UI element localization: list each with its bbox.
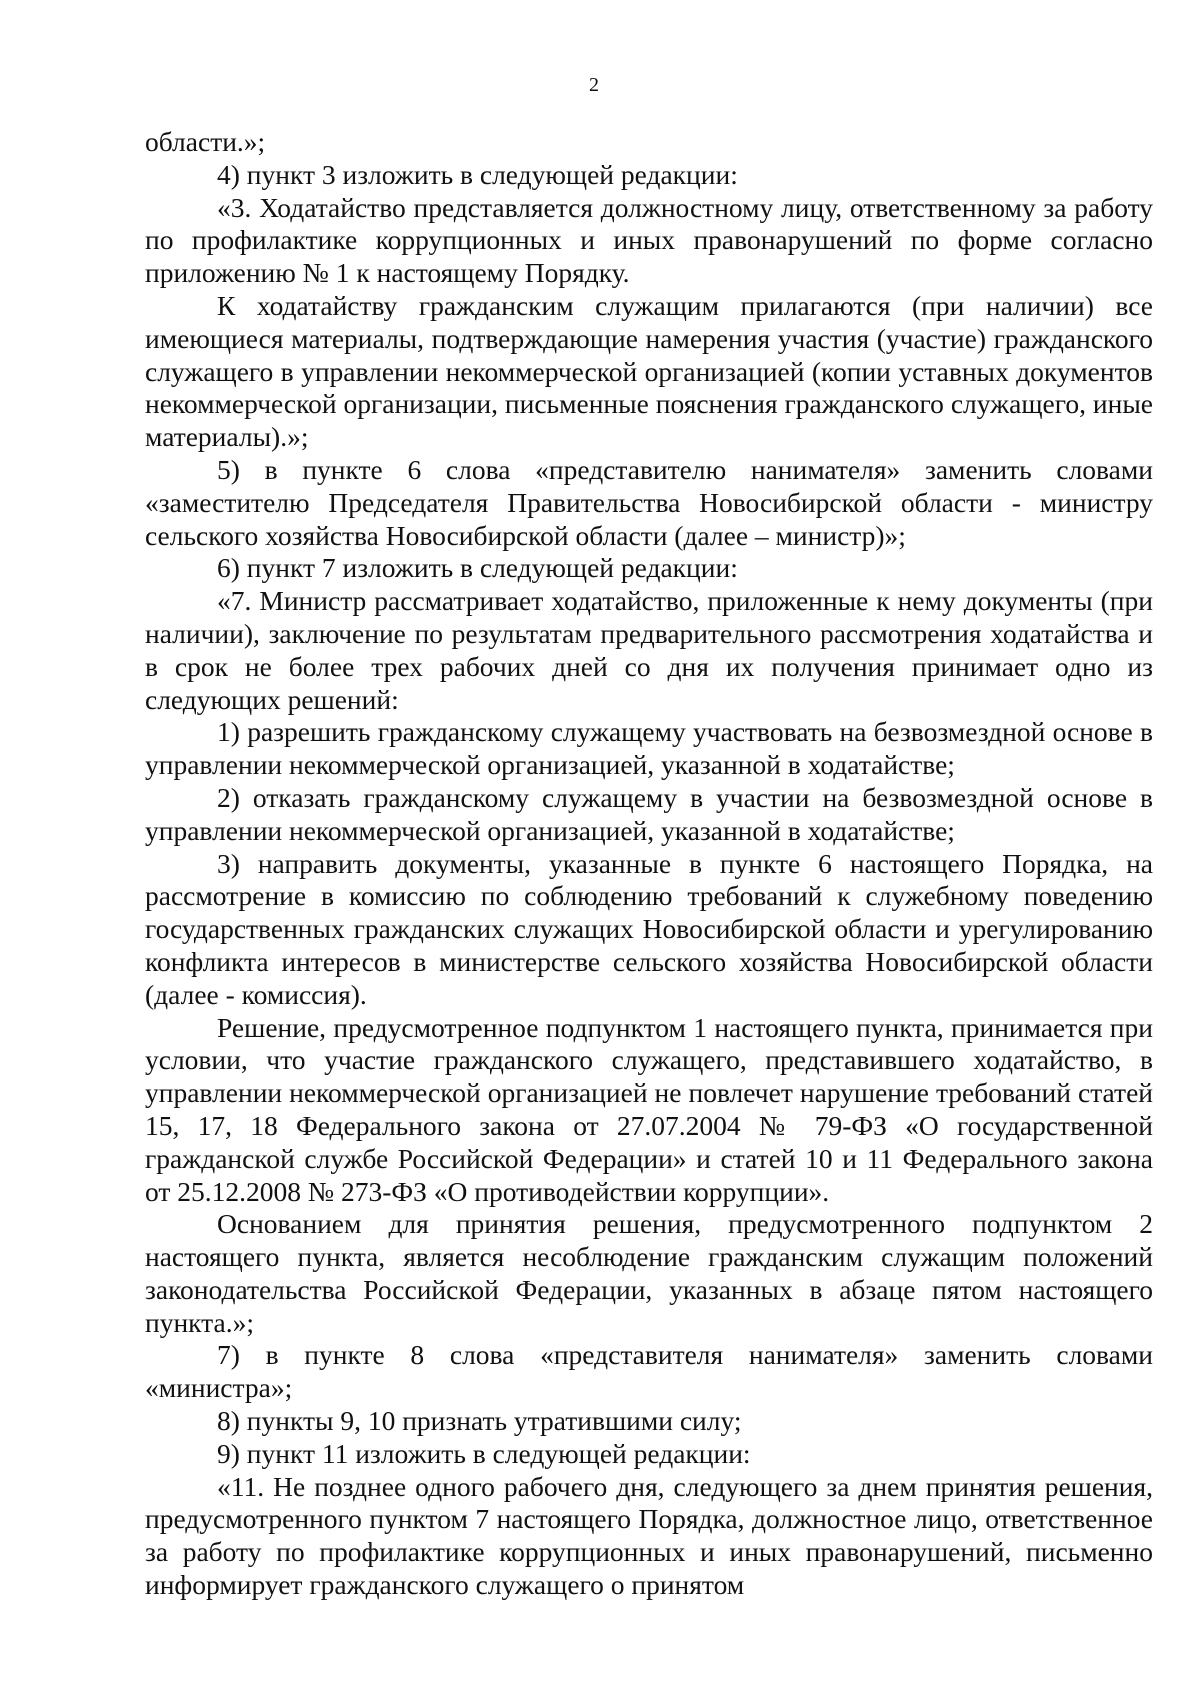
paragraph: К ходатайству гражданским служащим прилагаются (при наличии) все имеющиеся материалы, подтверждающие намерения участия (участие) гражданского служащего в управлении некоммерческой организацией (копии уставных документов некоммерческой организации, письменные пояснения гражданского служащего, иные материалы).»; — [145, 289, 1153, 453]
paragraph: 3) направить документы, указанные в пункте 6 настоящего Порядка, на рассмотрение в комиссию по соблюдению требований к служебному поведению государственных гражданских служащих Новосибирской области и урегулированию конфликта интересов в министерстве сельского хозяйства Новосибирской области (далее - комиссия). — [145, 847, 1153, 1010]
paragraph: 5) в пункте 6 слова «представителю нанимателя» заменить словами «заместителю Председателя Правительства Новосибирской области - министру сельского хозяйства Новосибирской области (далее – министр)»; — [145, 453, 1153, 551]
paragraph: 1) разрешить гражданскому служащему участвовать на безвозмездной основе в управлении некоммерческой организацией, указанной в ходатайстве; — [145, 716, 1153, 781]
paragraph: 8) пункты 9, 10 признать утратившими силу; — [217, 1405, 742, 1437]
paragraph: Основанием для принятия решения, предусмотренного подпунктом 2 настоящего пункта, является несоблюдение гражданским служащим положений законодательства Российской Федерации, указанных в абзаце пятом настоящего пункта.»; — [145, 1208, 1153, 1338]
paragraph: «11. Не позднее одного рабочего дня, следующего за днем принятия решения, предусмотренного пунктом 7 настоящего Порядка, должностное лицо, ответственное за работу по профилактике коррупционных и иных правонарушений, письменно информирует гражданского служащего о принятом — [145, 1470, 1153, 1601]
paragraph: 7) в пункте 8 слова «представителя нанимателя» заменить словами «министра»; — [145, 1339, 1153, 1404]
paragraph: области.»; — [145, 126, 266, 157]
document-body — [145, 126, 1153, 1602]
paragraph: 9) пункт 11 изложить в следующей редакции: — [217, 1437, 751, 1469]
page-number: 2 — [589, 74, 599, 96]
paragraph: 4) пункт 3 изложить в следующей редакции: — [217, 158, 738, 190]
paragraph: Решение, предусмотренное подпунктом 1 настоящего пункта, принимается при условии, что участие гражданского служащего, представившего ходатайство, в управлении некоммерческой организацией не повлечет нарушение требований статей 15, 17, 18 Федерального закона от 27.07.2004 № 79-ФЗ «О государственной гражданской службе Российской Федерации» и статей 10 и 11 Федерального закона от 25.12.2008 № 273-ФЗ «О противодействии коррупции». — [145, 1011, 1153, 1207]
paragraph: 6) пункт 7 изложить в следующей редакции: — [217, 552, 738, 584]
paragraph: «7. Министр рассматривает ходатайство, приложенные к нему документы (при наличии), заключение по результатам предварительного рассмотрения ходатайства и в срок не более трех рабочих дней со дня их получения принимает одно из следующих решений: — [145, 585, 1153, 715]
paragraph: «3. Ходатайство представляется должностному лицу, ответственному за работу по профилактике коррупционных и иных правонарушений по форме согласно приложению № 1 к настоящему Порядку. — [145, 191, 1153, 289]
paragraph: 2) отказать гражданскому служащему в участии на безвозмездной основе в управлении некоммерческой организацией, указанной в ходатайстве; — [145, 781, 1153, 846]
